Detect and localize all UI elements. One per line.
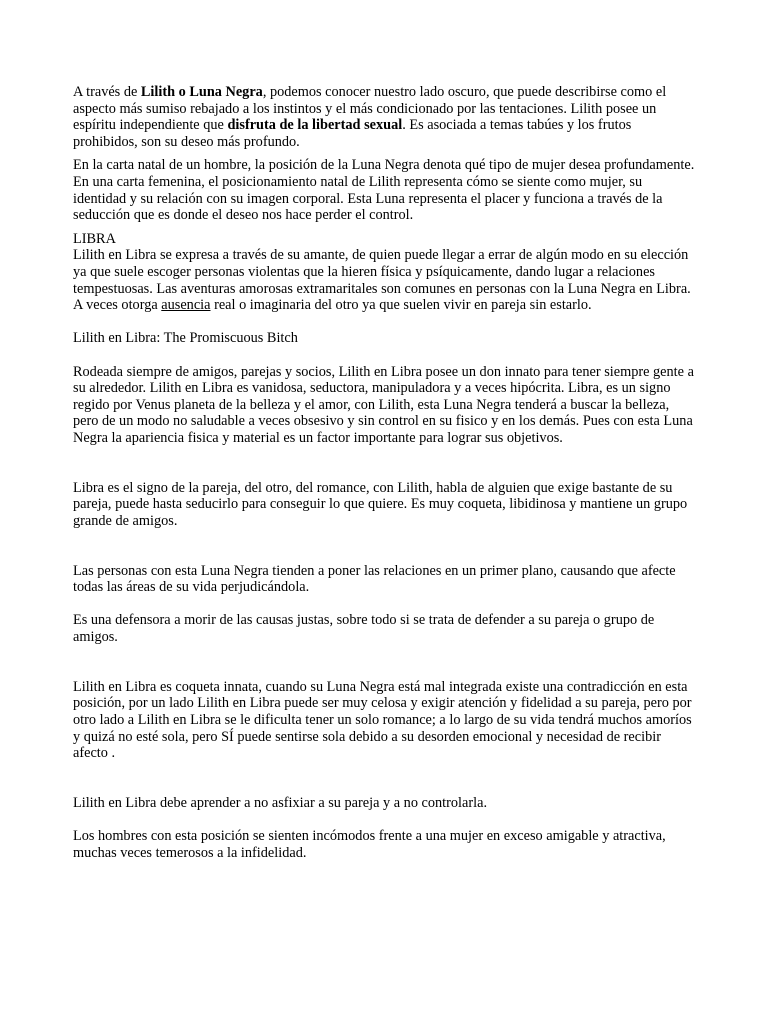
paragraph-asfixiar: Lilith en Libra debe aprender a no asfixiar a su pareja y a no controlarla. [73, 794, 488, 811]
paragraph-signo-pareja: Libra es el signo de la pareja, del otro, del romance, con Lilith, habla de alguien que exige bastante de su pareja, puede hasta seducirlo para conseguir lo que quiere. Es muy coqueta, libidinosa y mantiene un grupo grande de amigos. [73, 479, 688, 529]
bold-term-lilith: Lilith o Luna Negra [140, 84, 263, 100]
paragraph-relaciones: Las personas con esta Luna Negra tienden a poner las relaciones en un primer plano, causando que afecte todas las áreas de su vida perjudicándola. [73, 562, 676, 596]
paragraph-defensora: Es una defensora a morir de las causas justas, sobre todo si se trata de defender a su pareja o grupo de amigos. [73, 612, 655, 645]
paragraph-coqueta: Lilith en Libra es coqueta innata, cuando su Luna Negra está mal integrada existe una contradicción en esta posición, por un lado Lilith en Libra puede ser muy celosa y exigir atención y fidelidad a su pareja, pero por otro lado a Lilith en Libra se le dificulta tener un solo romance; a lo largo de su vida tendrá muchos amoríos y quizá no esté sola, pero SÍ puede sentirse sola debido a su desorden emocional y necesidad de recibir afecto . [73, 678, 692, 762]
text-run: A través de [73, 84, 141, 100]
paragraph-carta-natal: En la carta natal de un hombre, la posición de la Luna Negra denota qué tipo de mujer desea profundamente. En una carta femenina, el posicionamiento natal de Lilith representa cómo se siente como mujer, su identidad y su relación con su imagen corporal. Esta Luna representa el placer y funciona a través de la seducción que es donde el deseo nos hace perder el control. [73, 157, 695, 224]
paragraph-libra-amante [73, 247, 698, 313]
section-heading-libra: LIBRA [73, 230, 116, 247]
paragraph-lilith-intro [73, 84, 698, 150]
bold-term-libertad: disfruta de la libertad sexual [227, 117, 403, 134]
text-run: . Es asociada a temas tabúes y los frutos prohibidos, son su deseo más profundo. [73, 117, 632, 150]
document-body [73, 84, 698, 861]
text-run: , podemos conocer nuestro lado oscuro, que puede describirse como el aspecto más sumiso rebajado a los instintos y el más condicionado por las tentaciones. Lilith posee un espíritu independiente que [73, 84, 667, 134]
paragraph-hombres: Los hombres con esta posición se sienten incómodos frente a una mujer en exceso amigable y atractiva, muchas veces temerosos a la infidelidad. [73, 828, 666, 861]
paragraph-amigos: Rodeada siempre de amigos, parejas y socios, Lilith en Libra posee un don innato para tener siempre gente a su alrededor. Lilith en Libra es vanidosa, seductora, manipuladora y a veces hipócrita. Libra, es un signo regido por Venus planeta de la belleza y el amor, con Lilith, esta Luna Negra tenderá a buscar la belleza, pero de un modo no saludable a veces obsesivo y sin control en su fisico y en los demás. Pues con esta Luna Negra la apariencia fisica y material es un factor importante para lograr sus objetivos. [73, 363, 694, 446]
paragraph-subtitle: Lilith en Libra: The Promiscuous Bitch [73, 330, 298, 347]
text-run: Lilith en Libra se expresa a través de su amante, de quien puede llegar a errar de algún modo en su elección ya que suele escoger personas violentas que la hieren física y psíquicamente, dando lugar a relaciones tempestuosas. Las aventuras amorosas extramaritales son comunes en personas con la Luna Negra en Libra. A veces otorga [73, 247, 691, 314]
underlined-word-ausencia: ausencia [161, 297, 211, 314]
text-run: real o imaginaria del otro ya que suelen vivir en pareja sin estarlo. [210, 297, 592, 314]
